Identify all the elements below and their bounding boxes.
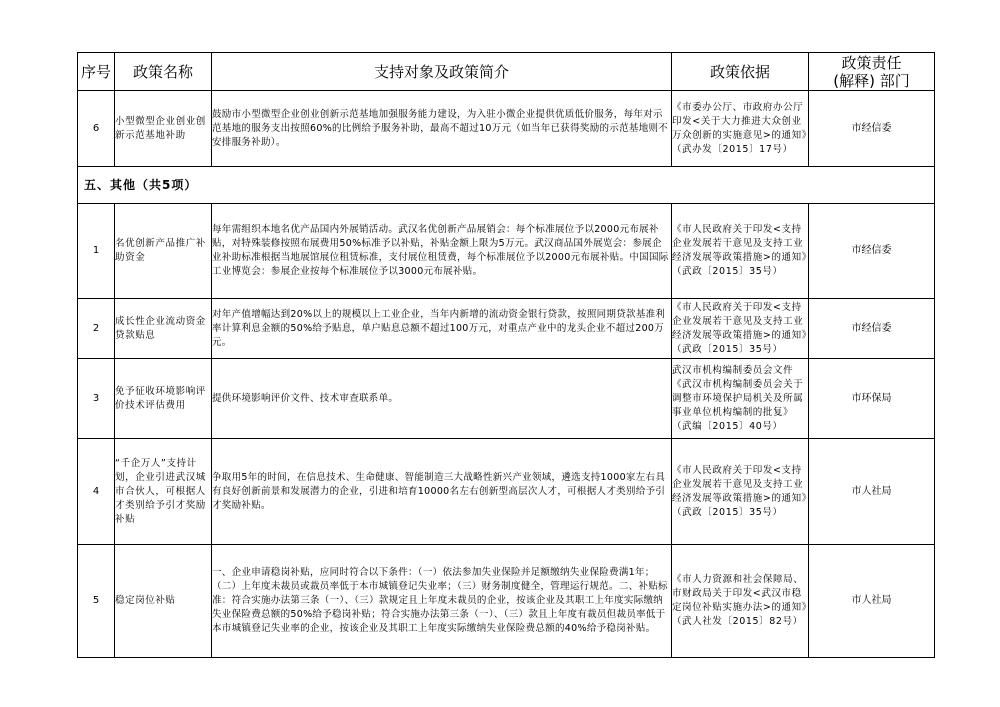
row-name: 成长性企业流动资金贷款贴息 [115,299,212,359]
row-basis: 《市人民政府关于印发<支持企业发展若干意见及支持工业经济发展等政策措施>的通知》（武政〔2015〕35号） [672,204,809,299]
policy-table [77,52,935,658]
row-desc: 争取用5年的时间，在信息技术、生命健康、智能制造三大战略性新兴产业领域，遴选支持1000家左右具有良好创新前景和发展潜力的企业，引进和培育10000名左右创新型高层次人才，可根据人才类别给予引才奖励补贴。 [212,439,672,545]
table-row [78,359,935,439]
header-basis: 政策依据 [672,53,809,91]
row-dept: 市人社局 [809,545,935,658]
header-desc: 支持对象及政策简介 [212,53,672,91]
row-no: 5 [78,545,115,658]
row-name: 稳定岗位补贴 [115,545,212,658]
row-basis: 武汉市机构编制委员会文件《武汉市机构编制委员会关于调整市环境保护局机关及所属事业单位机构编制的批复》（武编〔2015〕40号） [672,359,809,439]
section-row [78,167,935,204]
row-desc: 鼓励市小型微型企业创业创新示范基地加强服务能力建设，为入驻小微企业提供优质低价服务，每年对示范基地的服务支出按照60%的比例给予服务补助，最高不超过10万元（如当年已获得奖励的示范基地则不安排服务补助）。 [212,91,672,167]
row-basis: 《市委办公厅、市政府办公厅印发<关于大力推进大众创业万众创新的实施意见>的通知》（武办发〔2015〕17号） [672,91,809,167]
table-row [78,439,935,545]
header-name: 政策名称 [115,53,212,91]
row-name: “千企万人”支持计划，企业引进武汉城市合伙人，可根据人才类别给予引才奖励补贴 [115,439,212,545]
header-dept-line2: (解释) 部门 [833,71,910,90]
row-no: 1 [78,204,115,299]
header-row [78,53,935,91]
row-no: 3 [78,359,115,439]
row-basis: 《市人民政府关于印发<支持企业发展若干意见及支持工业经济发展等政策措施>的通知》（武政〔2015〕35号） [672,439,809,545]
row-dept: 市经信委 [809,91,935,167]
row-dept: 市人社局 [809,439,935,545]
table-row [78,204,935,299]
row-dept: 市环保局 [809,359,935,439]
row-name: 免予征收环境影响评价技术评估费用 [115,359,212,439]
section-title: 五、其他（共5项） [78,167,935,204]
row-desc: 对年产值增幅达到20%以上的规模以上工业企业，当年内新增的流动资金银行贷款，按照同期贷款基准利率计算利息金额的50%给予贴息，单户贴息总额不超过100万元，对重点产业中的龙头企业不超过200万元。 [212,299,672,359]
row-basis: 《市人力资源和社会保障局、市财政局关于印发<武汉市稳定岗位补贴实施办法>的通知》（武人社发〔2015〕82号） [672,545,809,658]
row-basis: 《市人民政府关于印发<支持企业发展若干意见及支持工业经济发展等政策措施>的通知》（武政〔2015〕35号） [672,299,809,359]
table-row [78,545,935,658]
row-dept: 市经信委 [809,204,935,299]
row-desc: 每年需组织本地名优产品国内外展销活动。武汉名优创新产品展销会：每个标准展位予以2000元布展补贴，对特殊装修按照布展费用50%标准予以补贴，补贴金额上限为5万元。武汉商品国外展览会：参展企业补助标准根据当地展馆展位租赁标准，支付展位租赁费，每个标准展位予以2000元布展补贴。中国国际工业博览会：参展企业按每个标准展位予以3000元布展补贴。 [212,204,672,299]
row-no: 6 [78,91,115,167]
header-dept-line1: 政策责任 [841,53,902,72]
row-name: 名优创新产品推广补助资金 [115,204,212,299]
row-no: 4 [78,439,115,545]
row-desc: 提供环境影响评价文件、技术审查联系单。 [212,359,672,439]
header-dept [809,53,935,91]
row-name: 小型微型企业创业创新示范基地补助 [115,91,212,167]
row-no: 2 [78,299,115,359]
table-row [78,91,935,167]
table-row [78,299,935,359]
row-desc: 一、企业申请稳岗补贴，应同时符合以下条件：（一）依法参加失业保险并足额缴纳失业保险费满1年；（二）上年度未裁员或裁员率低于本市城镇登记失业率；（三）财务制度健全，管理运行规范。二、补贴标准：符合实施办法第三条（一）、（三）款规定且上年度未裁员的企业，按该企业及其职工上年度实际缴纳失业保险费总额的50%给予稳岗补贴；符合实施办法第三条（一）、（三）款且上年度有裁员但裁员率低于本市城镇登记失业率的企业，按该企业及其职工上年度实际缴纳失业保险费总额的40%给予稳岗补贴。 [212,545,672,658]
header-no: 序号 [78,53,115,91]
row-dept: 市经信委 [809,299,935,359]
